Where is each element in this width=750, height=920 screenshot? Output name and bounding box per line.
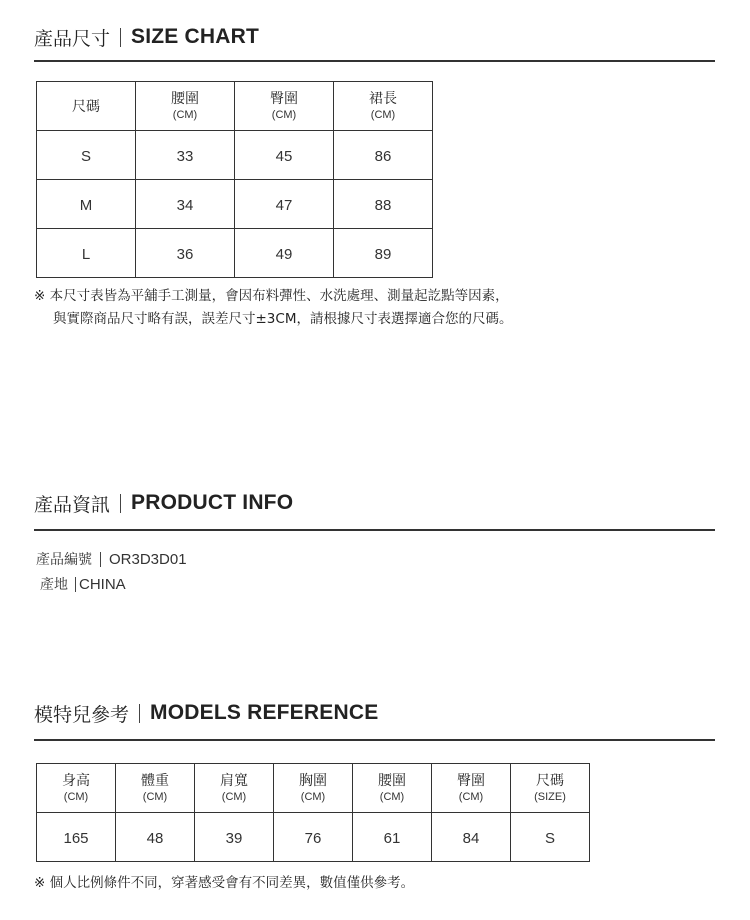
origin-label: 產地 (40, 577, 68, 593)
column-unit: (CM) (172, 108, 198, 121)
waist-header-cell (136, 82, 235, 131)
shoulder-value: 39 (225, 829, 243, 847)
waist-header-cell (353, 764, 432, 813)
chest-header-cell (274, 764, 353, 813)
value-cell (353, 813, 432, 862)
value-cell (235, 229, 334, 278)
column-unit: (CM) (271, 108, 297, 121)
value-cell (334, 180, 433, 229)
chest-value: 76 (304, 829, 322, 847)
weight-header-cell (116, 764, 195, 813)
product-code-label: 產品編號 (36, 552, 92, 568)
value-cell (136, 180, 235, 229)
size-value: L (81, 245, 91, 263)
size-header-label: 尺碼 (72, 99, 100, 115)
hip-header-cell (235, 82, 334, 131)
size-chart-rule (34, 60, 715, 62)
column-label: 腰圍 (378, 772, 406, 789)
value-cell (432, 813, 511, 862)
product-info-heading (34, 488, 293, 518)
column-unit: (SIZE) (534, 790, 566, 803)
models-reference-title-zh: 模特兒參考 (34, 703, 130, 726)
value-cell (274, 813, 353, 862)
size-note-line-1: ※ 本尺寸表皆為平舖手工測量，會因布料彈性、水洗處理、測量起訖點等因素， (34, 288, 509, 304)
value-cell (136, 229, 235, 278)
waist-value: 61 (383, 829, 401, 847)
size-header-cell (37, 82, 136, 131)
title-separator (139, 704, 140, 723)
shoulder-header-cell (195, 764, 274, 813)
value-cell (334, 229, 433, 278)
size-value: M (79, 196, 93, 214)
value-cell (511, 813, 590, 862)
size-cell (37, 131, 136, 180)
hip-value: 84 (462, 829, 480, 847)
size-chart-title-en: SIZE CHART (131, 25, 260, 48)
value-cell (116, 813, 195, 862)
column-label: 腰圍 (171, 90, 199, 107)
value-cell (235, 180, 334, 229)
models-reference-heading (34, 698, 378, 728)
column-unit: (CM) (379, 790, 405, 803)
column-label: 胸圍 (299, 772, 327, 789)
models-reference-table (36, 763, 590, 862)
origin-row (40, 574, 126, 594)
value-cell (334, 131, 433, 180)
column-label: 肩寬 (220, 772, 248, 789)
value-cell (235, 131, 334, 180)
product-info-rule (34, 529, 715, 531)
column-label: 身高 (62, 772, 90, 789)
waist-value: 33 (176, 147, 194, 165)
models-reference-title-en: MODELS REFERENCE (150, 701, 379, 724)
table-header-row (37, 82, 433, 131)
models-note-text: ※ 個人比例條件不同，穿著感受會有不同差異，數值僅供參考。 (34, 875, 415, 891)
length-value: 86 (374, 147, 392, 165)
size-value: S (80, 147, 91, 165)
size-chart-table (36, 81, 433, 278)
product-info-title-zh: 產品資訊 (34, 493, 111, 516)
value-cell (195, 813, 274, 862)
column-label: 臀圍 (270, 90, 298, 107)
hip-value: 45 (275, 147, 293, 165)
size-chart-heading (34, 22, 259, 52)
title-separator (120, 494, 121, 513)
value-cell (136, 131, 235, 180)
column-unit: (CM) (142, 790, 168, 803)
column-unit: (CM) (300, 790, 326, 803)
models-reference-note (34, 872, 414, 895)
size-cell (37, 180, 136, 229)
column-label: 裙長 (369, 90, 397, 107)
product-code-row (36, 549, 187, 569)
product-info-title-en: PRODUCT INFO (131, 491, 294, 514)
hip-header-cell (432, 764, 511, 813)
value-cell (37, 813, 116, 862)
hip-value: 49 (275, 245, 293, 263)
size-chart-title-zh: 產品尺寸 (34, 27, 111, 50)
size-note-line-2: 與實際商品尺寸略有誤，誤差尺寸±3CM，請根據尺寸表選擇適合您的尺碼。 (53, 311, 513, 327)
table-row (37, 180, 433, 229)
column-unit: (CM) (63, 790, 89, 803)
height-value: 165 (63, 829, 89, 847)
info-separator (75, 577, 76, 592)
product-code-value: OR3D3D01 (109, 550, 187, 568)
table-row (37, 131, 433, 180)
weight-value: 48 (146, 829, 164, 847)
title-separator (120, 28, 121, 47)
column-label: 臀圍 (457, 772, 485, 789)
height-header-cell (37, 764, 116, 813)
length-value: 88 (374, 196, 392, 214)
column-label: 體重 (141, 772, 169, 789)
hip-value: 47 (275, 196, 293, 214)
table-header-row (37, 764, 590, 813)
waist-value: 36 (176, 245, 194, 263)
column-label: 尺碼 (536, 772, 564, 789)
column-unit: (CM) (458, 790, 484, 803)
size-chart-note (34, 285, 512, 331)
column-unit: (CM) (221, 790, 247, 803)
size-value: S (544, 829, 555, 847)
origin-value: CHINA (79, 575, 126, 593)
length-value: 89 (374, 245, 392, 263)
waist-value: 34 (176, 196, 194, 214)
size-header-cell (511, 764, 590, 813)
size-cell (37, 229, 136, 278)
column-unit: (CM) (370, 108, 396, 121)
models-reference-rule (34, 739, 715, 741)
table-row (37, 813, 590, 862)
table-row (37, 229, 433, 278)
info-separator (100, 552, 101, 567)
length-header-cell (334, 82, 433, 131)
